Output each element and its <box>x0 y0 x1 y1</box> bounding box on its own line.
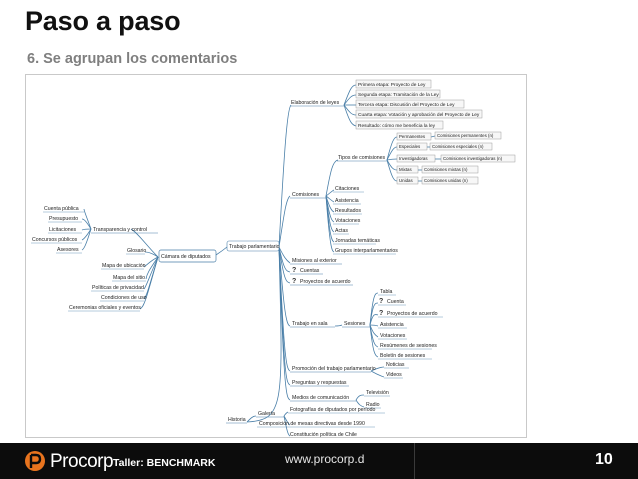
node-tipo-investigadoras: Investigadoras <box>399 156 428 161</box>
node-sesiones: Sesiones <box>344 321 366 327</box>
node-boletin: Boletín de sesiones <box>380 353 426 359</box>
node-mapa-sitio: Mapa del sitio <box>113 275 146 281</box>
node-detalle-investigadoras: Comisiones investigadoras (n) <box>443 156 503 161</box>
node-concursos: Concursos públicos <box>32 237 78 243</box>
node-resumenes: Resúmenes de sesiones <box>380 343 437 349</box>
node-etapa-3: Tercera etapa: Discusión del Proyecto de Ley <box>358 103 455 108</box>
node-trabajo-sala: Trabajo en sala <box>292 321 328 327</box>
brand-name: Procorp <box>50 451 114 472</box>
node-glosario: Glosario <box>127 248 147 254</box>
node-misiones: Misiones al exterior <box>292 258 337 264</box>
node-asesores: Asesores <box>57 247 79 253</box>
workshop-label: Taller: BENCHMARK <box>113 457 216 469</box>
slide-title: Paso a paso <box>25 6 181 36</box>
question-icon: ? <box>292 267 297 274</box>
node-presupuesto: Presupuesto <box>49 216 79 222</box>
question-icon: ? <box>292 278 297 285</box>
node-votaciones-sesion: Votaciones <box>380 333 406 339</box>
slide-subtitle: 6. Se agrupan los comentarios <box>27 51 238 67</box>
node-central: Cámara de diputados <box>161 254 211 260</box>
node-tipo-especiales: Especiales <box>399 144 421 149</box>
node-tipo-mixtas: Mixtas <box>399 167 412 172</box>
node-preguntas: Preguntas y respuestas <box>292 380 347 386</box>
footer-bar <box>0 443 638 479</box>
node-detalle-unidas: Comisiones unidas (n) <box>424 178 468 183</box>
node-tabla: Tabla <box>380 289 393 295</box>
question-icon: ? <box>379 310 384 317</box>
node-actas: Actas <box>335 228 348 234</box>
node-detalle-mixtas: Comisiones mixtas (n) <box>424 167 468 172</box>
node-noticias: Noticias <box>386 362 405 368</box>
node-composicion: Composición de mesas directivas desde 1990 <box>259 421 365 427</box>
node-radio: Radio <box>366 402 380 408</box>
node-proyectos-sesion: Proyectos de acuerdo <box>387 311 438 317</box>
node-grupos: Grupos interparlamentarios <box>335 248 398 254</box>
node-proyectos-acuerdo: Proyectos de acuerdo <box>300 279 351 285</box>
node-condiciones: Condiciones de uso <box>101 295 147 301</box>
node-detalle-especiales: Comisiones especiales (n) <box>432 144 484 149</box>
node-votaciones-com: Votaciones <box>335 218 361 224</box>
footer-divider <box>414 443 415 479</box>
node-tipos: Tipos de comisiones <box>338 155 386 161</box>
node-citaciones: Citaciones <box>335 186 360 192</box>
website-url: www.procorp.d <box>285 452 365 466</box>
page-number: 10 <box>595 451 613 468</box>
node-asistencia-com: Asistencia <box>335 198 359 204</box>
procorp-logo-icon <box>24 450 46 472</box>
node-privacidad: Políticas de privacidad <box>92 285 144 291</box>
node-promocion: Promoción del trabajo parlamentario <box>292 366 376 372</box>
node-videos: Videos <box>386 372 402 378</box>
node-cuentas: Cuentas <box>300 268 320 274</box>
node-licitaciones: Licitaciones <box>49 227 77 233</box>
node-etapa-5: Resultado: cómo me beneficia la ley <box>358 124 436 129</box>
node-transparencia: Transparencia y control <box>93 227 148 233</box>
node-etapa-4: Cuarta etapa: Votación y aprobación del Proyecto de Ley <box>358 113 480 118</box>
node-jornadas: Jornadas temáticas <box>335 238 380 244</box>
node-ceremonias: Ceremonias oficiales y eventos <box>69 305 141 311</box>
node-galeria: Galería <box>258 411 276 417</box>
node-resultados: Resultados <box>335 208 361 214</box>
node-elaboracion: Elaboración de leyes <box>291 100 340 106</box>
node-fotografias: Fotografías de diputados por período <box>290 407 376 413</box>
node-historia: Historia <box>228 417 246 423</box>
question-icon: ? <box>379 298 384 305</box>
node-cuenta-sesion: Cuenta <box>387 299 404 305</box>
node-tipo-unidas: Unidas <box>399 178 413 183</box>
mindmap-image <box>25 74 527 438</box>
node-television: Televisión <box>366 390 389 396</box>
node-asistencia-sesion: Asistencia <box>380 322 404 328</box>
node-trabajo: Trabajo parlamentario <box>229 244 280 250</box>
node-mapa-ubicacion: Mapa de ubicación <box>102 263 146 269</box>
node-medios: Medios de comunicación <box>292 395 350 401</box>
node-detalle-permanentes: Comisiones permanentes (n) <box>437 133 494 138</box>
node-tipo-permanentes: Permanentes <box>399 134 426 139</box>
node-constitucion: Constitución política de Chile <box>290 432 357 438</box>
node-comisiones: Comisiones <box>292 192 320 198</box>
node-etapa-1: Primera etapa: Proyecto de Ley <box>358 83 426 88</box>
node-cuenta-publica: Cuenta pública <box>44 206 79 212</box>
node-etapa-2: Segunda etapa: Tramitación de la Ley <box>358 93 439 98</box>
